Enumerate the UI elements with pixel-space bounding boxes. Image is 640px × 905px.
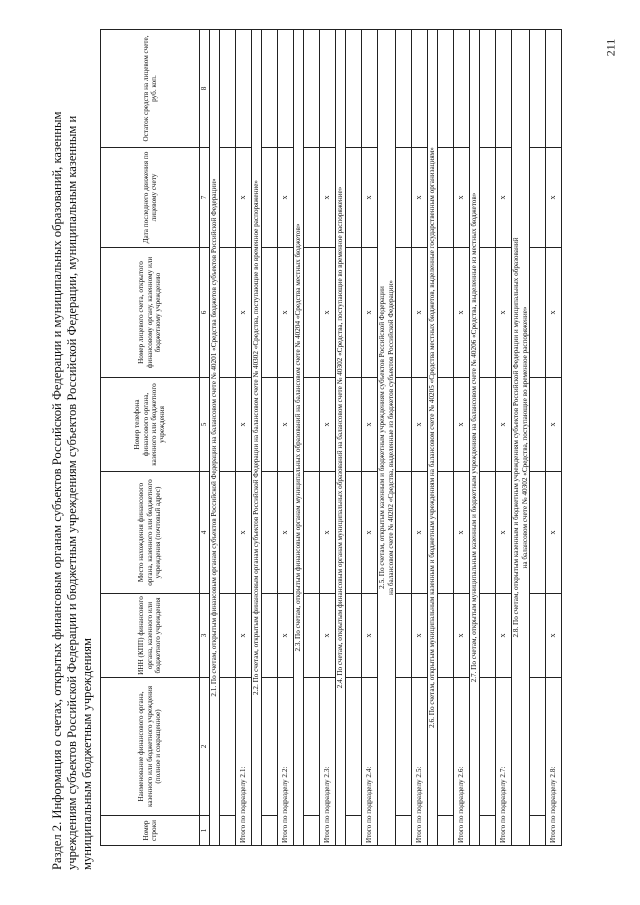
empty-cell — [530, 378, 546, 472]
cross-mark: x — [236, 148, 252, 248]
cross-mark: x — [546, 148, 562, 248]
empty-cell — [346, 30, 362, 148]
cross-mark: x — [412, 148, 428, 248]
cross-mark: x — [496, 248, 512, 378]
empty-cell — [220, 594, 236, 678]
empty-cell — [480, 594, 496, 678]
empty-cell — [346, 378, 362, 472]
total-label: Итого по подразделу 2.6: — [454, 678, 470, 846]
empty-cell — [530, 30, 546, 148]
subsection-title-line: 2.5. По счетам, открытым казенным и бюджетным учреждениям субъектов Российской Федерации — [378, 286, 387, 589]
empty-cell — [220, 30, 236, 148]
empty-cell — [396, 378, 412, 472]
cross-mark: x — [454, 378, 470, 472]
subsection-title: 2.4. По счетам, открытым финансовым органам муниципальных образований на балансовом счете № 40302 «Средства, поступающие во временное распоряжение» — [336, 30, 346, 846]
empty-cell — [220, 148, 236, 248]
subsection-title-line: на балансовом счете № 40302 «Средства, поступающие во временное распоряжение» — [520, 306, 529, 569]
empty-cell — [438, 378, 454, 472]
cross-mark: x — [320, 594, 336, 678]
cross-mark: x — [362, 148, 378, 248]
cross-mark: x — [362, 594, 378, 678]
total-value — [454, 30, 470, 148]
subsection-title-line: на балансовом счете № 40202 «Средства, выделенные из бюджетов субъектов Российской Федерации» — [386, 280, 395, 595]
table-row — [346, 30, 362, 846]
table-row — [480, 30, 496, 846]
cross-mark: x — [278, 148, 294, 248]
total-value — [278, 30, 294, 148]
empty-cell — [220, 378, 236, 472]
cross-mark: x — [496, 148, 512, 248]
total-row — [320, 30, 336, 846]
subsection-title: 2.7. По счетам, открытым муниципальным казенным и бюджетным учреждениям на балансовом счете № 40206 «Средства, выделенные из местных бюджетов» — [470, 30, 480, 846]
header-cell: Номер строки — [101, 816, 200, 846]
empty-cell — [262, 816, 278, 846]
cross-mark: x — [546, 378, 562, 472]
empty-cell — [304, 678, 320, 816]
cross-mark: x — [454, 148, 470, 248]
subsection-title: 2.6. По счетам, открытым муниципальным казенным и бюджетным учреждениям на балансовом счете № 40205 «Средства местных бюджетов, выделенные государственным организациям» — [428, 30, 438, 846]
header-cell: Остаток средств на лицевом счете, руб. коп. — [101, 30, 200, 148]
total-label: Итого по подразделу 2.3: — [320, 678, 336, 846]
total-value — [412, 30, 428, 148]
total-row — [496, 30, 512, 846]
subsection-row — [210, 30, 220, 846]
subsection-row — [470, 30, 480, 846]
total-row — [546, 30, 562, 846]
empty-cell — [480, 148, 496, 248]
subsection-title — [512, 30, 530, 846]
empty-cell — [530, 816, 546, 846]
total-value — [496, 30, 512, 148]
total-value — [546, 30, 562, 148]
table-row — [438, 30, 454, 846]
cross-mark: x — [362, 248, 378, 378]
table-body — [210, 30, 562, 846]
subsection-title — [378, 30, 396, 846]
subsection-title: 2.3. По счетам, открытым финансовым органам муниципальных образований на балансовом счете № 40204 «Средства местных бюджетов» — [294, 30, 304, 846]
subsection-row — [378, 30, 396, 846]
empty-cell — [262, 378, 278, 472]
total-row — [362, 30, 378, 846]
column-number: 6 — [200, 248, 210, 378]
total-row — [454, 30, 470, 846]
table-row — [304, 30, 320, 846]
cross-mark: x — [278, 472, 294, 594]
total-value — [320, 30, 336, 148]
column-number: 7 — [200, 148, 210, 248]
empty-cell — [304, 378, 320, 472]
cross-mark: x — [236, 248, 252, 378]
cross-mark: x — [412, 378, 428, 472]
subsection-row — [252, 30, 262, 846]
rotated-page — [50, 30, 610, 870]
empty-cell — [396, 30, 412, 148]
column-number: 8 — [200, 30, 210, 148]
accounts-table — [100, 29, 562, 846]
empty-cell — [304, 148, 320, 248]
cross-mark: x — [412, 248, 428, 378]
total-label: Итого по подразделу 2.7: — [496, 678, 512, 846]
empty-cell — [220, 678, 236, 816]
empty-cell — [346, 472, 362, 594]
empty-cell — [346, 248, 362, 378]
section-title: Раздел 2. Информация о счетах, открытых финансовым органам субъектов Российской Федерации и муниципальных образований, казенным учреждениям субъектов Российской Федерации и бюджетным учреждениям субъектов Российской Федерации, муниципальным казенным и муниципальным бюджетным учреждениям — [50, 111, 94, 870]
empty-cell — [530, 678, 546, 816]
subsection-row — [294, 30, 304, 846]
empty-cell — [346, 816, 362, 846]
empty-cell — [396, 816, 412, 846]
total-label: Итого по подразделу 2.5: — [412, 678, 428, 846]
subsection-title: 2.1. По счетам, открытым финансовым органам субъектов Российской Федерации на балансовом счете № 40201 «Средства бюджетов субъектов Российской Федерации» — [210, 30, 220, 846]
total-row — [236, 30, 252, 846]
cross-mark: x — [278, 248, 294, 378]
empty-cell — [480, 472, 496, 594]
cross-mark: x — [362, 472, 378, 594]
empty-cell — [480, 30, 496, 148]
column-number: 3 — [200, 594, 210, 678]
empty-cell — [346, 594, 362, 678]
cross-mark: x — [496, 594, 512, 678]
empty-cell — [438, 816, 454, 846]
empty-cell — [304, 816, 320, 846]
empty-cell — [530, 472, 546, 594]
empty-cell — [438, 678, 454, 816]
header-cell: Номер лицевого счета, открытого финансовому органу, казенному или бюджетному учреждению — [101, 248, 200, 378]
header-cell: Место нахождения финансового органа, казенного или бюджетного учреждения (почтовый адрес) — [101, 472, 200, 594]
empty-cell — [346, 148, 362, 248]
subsection-title-line: 2.8. По счетам, открытым казенным и бюджетным учреждениям субъектов Российской Федерации и муниципальных образований — [512, 237, 521, 638]
total-row — [278, 30, 294, 846]
header-row — [101, 30, 200, 846]
empty-cell — [396, 248, 412, 378]
column-number: 2 — [200, 678, 210, 816]
subsection-row — [336, 30, 346, 846]
cross-mark: x — [546, 594, 562, 678]
cross-mark: x — [412, 472, 428, 594]
column-number: 5 — [200, 378, 210, 472]
empty-cell — [396, 678, 412, 816]
empty-cell — [396, 472, 412, 594]
cross-mark: x — [320, 472, 336, 594]
total-label: Итого по подразделу 2.2: — [278, 678, 294, 846]
empty-cell — [346, 678, 362, 816]
header-cell: ИНН (КПП) финансового органа, казенного или бюджетного учреждения — [101, 594, 200, 678]
total-label: Итого по подразделу 2.1: — [236, 678, 252, 846]
page-number: 211 — [603, 38, 618, 57]
column-number-row — [200, 30, 210, 846]
cross-mark: x — [454, 472, 470, 594]
table-row — [262, 30, 278, 846]
cross-mark: x — [454, 248, 470, 378]
cross-mark: x — [320, 148, 336, 248]
empty-cell — [262, 148, 278, 248]
table-row — [396, 30, 412, 846]
empty-cell — [262, 472, 278, 594]
subsection-row — [428, 30, 438, 846]
empty-cell — [262, 248, 278, 378]
empty-cell — [530, 248, 546, 378]
cross-mark: x — [546, 472, 562, 594]
cross-mark: x — [236, 378, 252, 472]
empty-cell — [438, 30, 454, 148]
empty-cell — [262, 594, 278, 678]
cross-mark: x — [496, 472, 512, 594]
empty-cell — [530, 148, 546, 248]
empty-cell — [396, 148, 412, 248]
total-row — [412, 30, 428, 846]
total-label: Итого по подразделу 2.8: — [546, 678, 562, 846]
total-value — [236, 30, 252, 148]
header-cell: Наименование финансового органа, казенного или бюджетного учреждения (полное и сокращенное) — [101, 678, 200, 816]
cross-mark: x — [236, 594, 252, 678]
empty-cell — [438, 248, 454, 378]
empty-cell — [220, 472, 236, 594]
empty-cell — [530, 594, 546, 678]
cross-mark: x — [362, 378, 378, 472]
empty-cell — [396, 594, 412, 678]
empty-cell — [438, 472, 454, 594]
cross-mark: x — [278, 594, 294, 678]
cross-mark: x — [546, 248, 562, 378]
cross-mark: x — [236, 472, 252, 594]
empty-cell — [262, 30, 278, 148]
table-row — [220, 30, 236, 846]
cross-mark: x — [454, 594, 470, 678]
empty-cell — [220, 248, 236, 378]
empty-cell — [480, 678, 496, 816]
empty-cell — [480, 378, 496, 472]
empty-cell — [480, 816, 496, 846]
cross-mark: x — [320, 378, 336, 472]
subsection-title: 2.2. По счетам, открытым финансовым органам субъектов Российской Федерации на балансовом счете № 40302 «Средства, поступающие во временное распоряжение» — [252, 30, 262, 846]
total-label: Итого по подразделу 2.4: — [362, 678, 378, 846]
empty-cell — [438, 594, 454, 678]
cross-mark: x — [496, 378, 512, 472]
header-cell: Дата последнего движения по лицевому счету — [101, 148, 200, 248]
empty-cell — [304, 594, 320, 678]
column-number: 4 — [200, 472, 210, 594]
subsection-row — [512, 30, 530, 846]
empty-cell — [220, 816, 236, 846]
cross-mark: x — [412, 594, 428, 678]
total-value — [362, 30, 378, 148]
empty-cell — [438, 148, 454, 248]
table-row — [530, 30, 546, 846]
empty-cell — [480, 248, 496, 378]
empty-cell — [262, 678, 278, 816]
column-number: 1 — [200, 816, 210, 846]
empty-cell — [304, 472, 320, 594]
cross-mark: x — [320, 248, 336, 378]
empty-cell — [304, 30, 320, 148]
cross-mark: x — [278, 378, 294, 472]
empty-cell — [304, 248, 320, 378]
header-cell: Номер телефона финансового органа, казенного или бюджетного учреждения — [101, 378, 200, 472]
